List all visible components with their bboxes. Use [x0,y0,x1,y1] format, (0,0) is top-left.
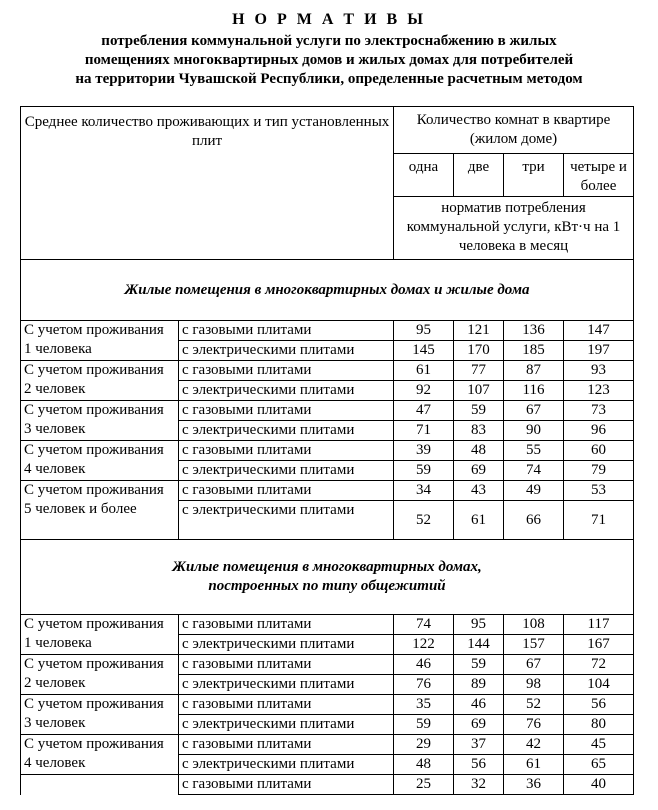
header-room-three: три [504,154,564,197]
norms-table [20,106,634,795]
stove-type-electric: с электрическими плитами [179,501,394,540]
stove-type-electric: с электрическими плитами [179,675,394,695]
stove-type-gas: с газовыми плитами [179,321,394,341]
value-electric: 167 [564,635,634,655]
value-gas: 93 [564,361,634,381]
value-gas: 37 [454,735,504,755]
value-gas: 45 [564,735,634,755]
residents-label: С учетом проживания 2 человек [21,361,179,401]
stove-type-gas: с газовыми плитами [179,361,394,381]
section-2-title [21,540,634,615]
residents-label: С учетом проживания 1 человека [21,321,179,361]
stove-type-electric: с электрическими плитами [179,635,394,655]
value-gas: 32 [454,775,504,795]
residents-label: С учетом проживания 5 человек и более [21,481,179,540]
stove-type-gas: с газовыми плитами [179,441,394,461]
value-gas: 35 [394,695,454,715]
section-1-title: Жилые помещения в многоквартирных домах и жилые дома [21,260,634,321]
value-gas: 95 [454,615,504,635]
value-gas: 60 [564,441,634,461]
value-electric: 71 [394,421,454,441]
value-gas: 56 [564,695,634,715]
value-electric: 69 [454,461,504,481]
stove-type-gas: с газовыми плитами [179,615,394,635]
value-gas: 46 [454,695,504,715]
value-electric: 59 [394,715,454,735]
value-gas: 121 [454,321,504,341]
value-electric: 56 [454,755,504,775]
value-gas: 74 [394,615,454,635]
header-room-four-plus: четыре и более [564,154,634,197]
section-2-title-line-2: построенных по типу общежитий [208,578,446,594]
stove-type-electric: с электрическими плитами [179,421,394,441]
header-rooms-count: Количество комнат в квартире (жилом доме) [394,107,634,154]
stove-type-electric: с электрическими плитами [179,755,394,775]
value-gas: 39 [394,441,454,461]
stove-type-gas: с газовыми плитами [179,401,394,421]
value-electric: 98 [504,675,564,695]
document-heading: Н О Р М А Т И В Ы [232,11,426,28]
value-gas: 147 [564,321,634,341]
value-electric: 96 [564,421,634,441]
value-gas: 52 [504,695,564,715]
stove-type-electric: с электрическими плитами [179,341,394,361]
stove-type-electric: с электрическими плитами [179,381,394,401]
stove-type-gas: с газовыми плитами [179,735,394,755]
residents-label: С учетом проживания 2 человек [21,655,179,695]
value-electric: 122 [394,635,454,655]
value-electric: 79 [564,461,634,481]
value-gas: 49 [504,481,564,501]
value-electric: 76 [504,715,564,735]
header-unit-note: норматив потребления коммунальной услуги, кВт·ч на 1 человека в месяц [394,197,634,260]
stove-type-electric: с электрическими плитами [179,715,394,735]
value-electric: 48 [394,755,454,775]
stove-type-gas: с газовыми плитами [179,775,394,795]
value-electric: 71 [564,501,634,540]
value-gas: 53 [564,481,634,501]
value-gas: 42 [504,735,564,755]
value-electric: 61 [504,755,564,775]
value-gas: 55 [504,441,564,461]
value-gas: 72 [564,655,634,675]
value-electric: 185 [504,341,564,361]
value-electric: 107 [454,381,504,401]
stove-type-electric: с электрическими плитами [179,461,394,481]
residents-label: С учетом проживания 4 человек [21,441,179,481]
residents-label: С учетом проживания 3 человек [21,695,179,735]
value-electric: 104 [564,675,634,695]
value-electric: 170 [454,341,504,361]
value-gas: 59 [454,401,504,421]
value-gas: 43 [454,481,504,501]
value-electric: 80 [564,715,634,735]
header-room-two: две [454,154,504,197]
residents-label: С учетом проживания 1 человека [21,615,179,655]
value-gas: 108 [504,615,564,635]
value-gas: 67 [504,655,564,675]
value-electric: 144 [454,635,504,655]
value-gas: 87 [504,361,564,381]
value-gas: 136 [504,321,564,341]
value-electric: 61 [454,501,504,540]
value-gas: 117 [564,615,634,635]
value-electric: 69 [454,715,504,735]
value-electric: 116 [504,381,564,401]
value-electric: 59 [394,461,454,481]
value-gas: 40 [564,775,634,795]
value-electric: 83 [454,421,504,441]
value-electric: 123 [564,381,634,401]
value-gas: 61 [394,361,454,381]
section-2-title-line-1: Жилые помещения в многоквартирных домах, [172,559,482,575]
stove-type-gas: с газовыми плитами [179,481,394,501]
value-gas: 59 [454,655,504,675]
value-gas: 34 [394,481,454,501]
value-electric: 52 [394,501,454,540]
stove-type-gas: с газовыми плитами [179,695,394,715]
value-gas: 77 [454,361,504,381]
document-subtitle-line-1: потребления коммунальной услуги по электроснабжению в жилых [101,33,557,49]
value-gas: 46 [394,655,454,675]
value-electric: 145 [394,341,454,361]
value-gas: 25 [394,775,454,795]
value-gas: 47 [394,401,454,421]
value-electric: 90 [504,421,564,441]
value-electric: 92 [394,381,454,401]
value-electric: 76 [394,675,454,695]
value-gas: 36 [504,775,564,795]
document-subtitle-line-3: на территории Чувашской Республики, определенные расчетным методом [75,71,583,87]
stove-type-gas: с газовыми плитами [179,655,394,675]
residents-label: С учетом проживания 3 человек [21,401,179,441]
header-residents-and-stove: Среднее количество проживающих и тип установленных плит [21,107,394,260]
value-electric: 65 [564,755,634,775]
document-subtitle-line-2: помещениях многоквартирных домов и жилых домах для потребителей [84,52,574,68]
header-room-one: одна [394,154,454,197]
value-electric: 197 [564,341,634,361]
residents-label: С учетом проживания 4 человек [21,735,179,775]
value-electric: 74 [504,461,564,481]
value-gas: 67 [504,401,564,421]
residents-label [21,775,179,795]
value-electric: 89 [454,675,504,695]
value-electric: 66 [504,501,564,540]
value-gas: 95 [394,321,454,341]
value-gas: 73 [564,401,634,421]
value-gas: 29 [394,735,454,755]
value-electric: 157 [504,635,564,655]
value-gas: 48 [454,441,504,461]
